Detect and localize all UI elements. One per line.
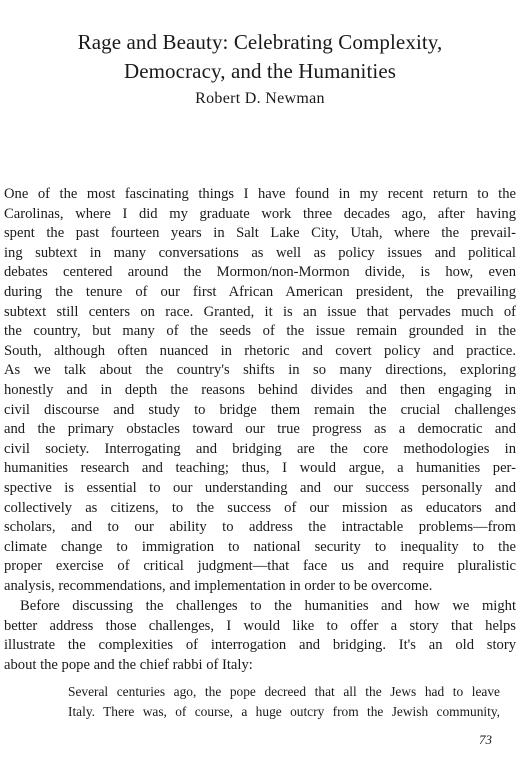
- quote-line: Several centuries ago, the pope decreed that all the Jews had to leave: [68, 684, 500, 699]
- text-line: South, although often nuanced in rhetoric and covert policy and practice.: [4, 342, 516, 359]
- text-line: civil society. Interrogating and bridging are the core methodologies in: [4, 440, 516, 457]
- author-name: Robert D. Newman: [195, 90, 325, 107]
- text-line: spective is essential to our understanding and our success personally and: [4, 479, 516, 496]
- text-line: the country, but many of the seeds of the issue remain grounded in the: [4, 323, 516, 340]
- body-paragraph-2: [0, 597, 520, 675]
- article-title-line-2: Democracy, and the Humanities: [123, 59, 397, 83]
- text-line: collectively as citizens, to the success of our mission as educators and: [4, 499, 516, 516]
- body-paragraph-1: [0, 185, 520, 596]
- text-line: ing subtext in many conversations as well as policy issues and political: [4, 244, 516, 261]
- text-line: scholars, and to our ability to address the intractable problems—from: [4, 519, 516, 536]
- text-line: One of the most fascinating things I have found in my recent return to the: [4, 186, 516, 202]
- block-quote: [0, 682, 520, 722]
- page-number: 73: [479, 732, 492, 747]
- text-line: during the tenure of our first African American president, the prevailing: [4, 283, 516, 300]
- text-line: illustrate the complexities of interrogation and bridging. It's an old story: [4, 637, 516, 654]
- text-line: better address those challenges, I would like to offer a story that helps: [4, 617, 516, 634]
- text-line: As we talk about the country's shifts in so many directions, exploring: [4, 362, 516, 379]
- text-line: and the primary obstacles toward our true progress as a democratic and: [4, 421, 516, 438]
- text-line: humanities research and teaching; thus, I would argue, a humanities per-: [4, 460, 516, 477]
- text-line: climate change to immigration to national security to inequality to the: [4, 538, 516, 555]
- quote-line: Italy. There was, of course, a huge outcry from the Jewish community,: [68, 704, 500, 719]
- text-line: civil discourse and study to bridge them remain the crucial challenges: [4, 401, 516, 418]
- text-line: about the pope and the chief rabbi of Italy:: [4, 656, 253, 673]
- article-title-line-1: Rage and Beauty: Celebrating Complexity,: [77, 30, 443, 54]
- text-line: analysis, recommendations, and implementation in order to be overcome.: [4, 577, 433, 594]
- title-block: [0, 28, 520, 110]
- text-line: debates centered around the Mormon/non-Mormon divide, is how, even: [4, 264, 516, 281]
- text-line: Carolinas, where I did my graduate work three decades ago, after having: [4, 205, 516, 222]
- text-line: subtext still centers on race. Granted, it is an issue that pervades much of: [4, 303, 516, 320]
- text-line: Before discussing the challenges to the humanities and how we might: [20, 598, 516, 614]
- text-line: honestly and in depth the reasons behind divides and then engaging in: [4, 381, 516, 398]
- text-line: proper exercise of critical judgment—that face us and require pluralistic: [4, 558, 516, 575]
- text-line: spent the past fourteen years in Salt Lake City, Utah, where the prevail-: [4, 225, 516, 242]
